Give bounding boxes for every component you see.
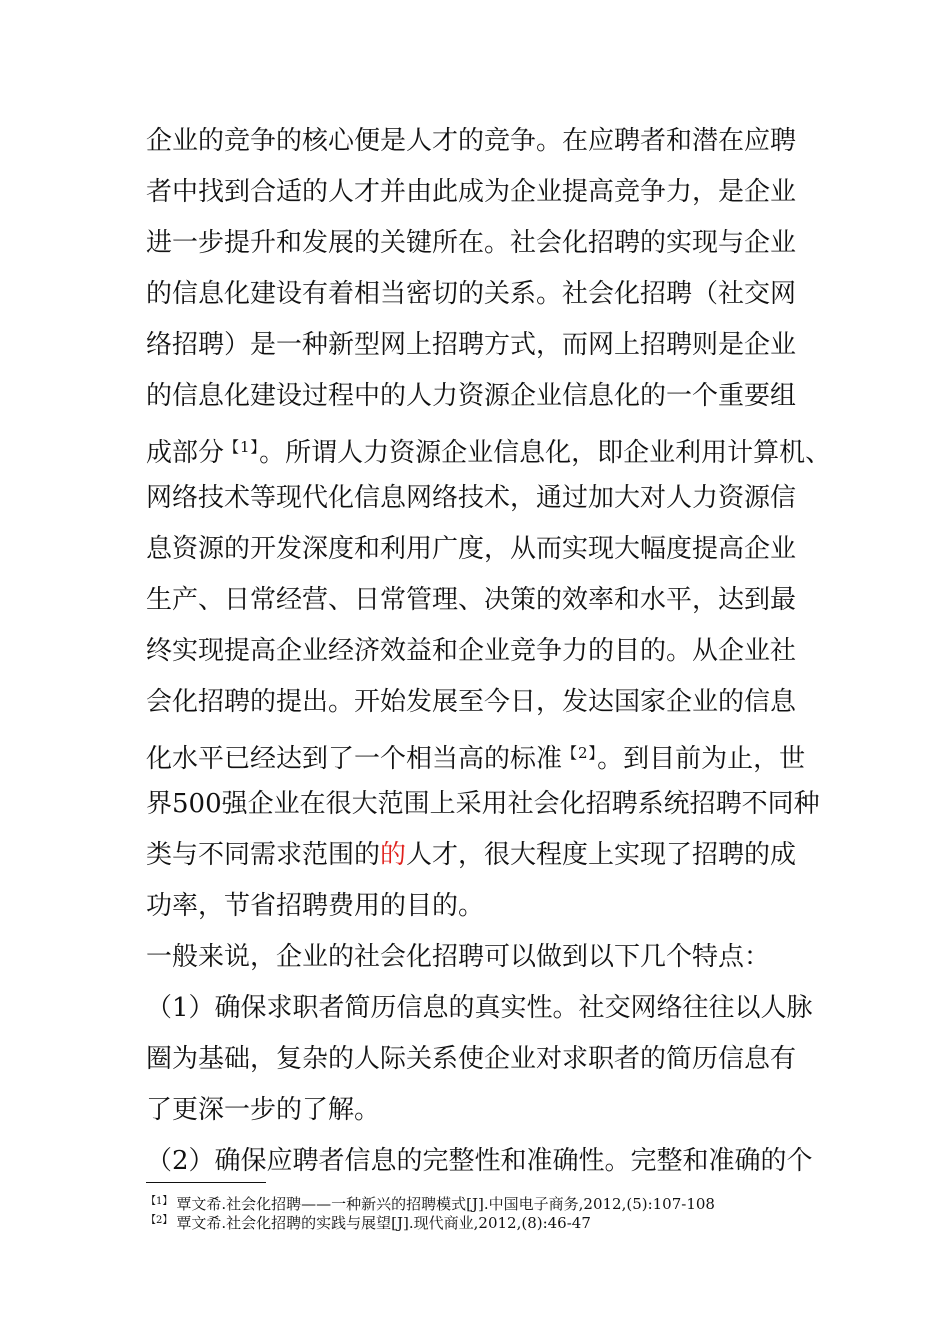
body-line: 终实现提高企业经济效益和企业竞争力的目的。从企业社 [146,636,797,666]
body-line: 一般来说，企业的社会化招聘可以做到以下几个特点： [146,942,771,972]
body-line: 息资源的开发深度和利用广度，从而实现大幅度提高企业 [146,534,797,564]
body-line: 会化招聘的提出。开始发展至今日，发达国家企业的信息 [146,687,797,717]
body-line: 功率，节省招聘费用的目的。 [146,891,485,921]
line-text: 类与不同需求范围的 [146,840,381,870]
body-line: （1）确保求职者简历信息的真实性。社交网络往往以人脉 [146,993,813,1023]
footnote-ref-1[interactable]: 【1】 [224,438,260,456]
body-line: 网络技术等现代化信息网络技术，通过加大对人力资源信 [146,483,797,513]
footnote-2 [146,1212,591,1232]
line-text: 。到目前为止，世 [597,744,806,774]
footnote-separator [146,1182,266,1183]
footnote-1 [146,1193,715,1213]
highlighted-char: 的 [380,840,407,870]
footnote-mark: 【1】 [146,1196,173,1207]
footnote-ref-2[interactable]: 【2】 [562,744,598,762]
line-text: 人才，很大程度上实现了招聘的成 [406,840,797,870]
body-line [146,838,796,872]
line-text: 化水平已经达到了一个相当高的标准 [146,744,563,774]
body-line: 了更深一步的了解。 [146,1095,381,1125]
footnote-mark: 【2】 [146,1215,173,1226]
footnote-text: 覃文希.社会化招聘——一种新兴的招聘模式[J].中国电子商务,2012,(5):107-108 [176,1195,715,1213]
footnote-text: 覃文希.社会化招聘的实践与展望[J].现代商业,2012,(8):46-47 [176,1214,591,1232]
body-line: （2）确保应聘者信息的完整性和准确性。完整和准确的个 [146,1146,813,1176]
line-text: 。所谓人力资源企业信息化，即企业利用计算机、 [259,438,832,468]
body-line: 的信息化建设过程中的人力资源企业信息化的一个重要组 [146,381,797,411]
body-line: 进一步提升和发展的关键所在。社会化招聘的实现与企业 [146,228,797,258]
body-line [146,430,831,470]
body-line: 界500强企业在很大范围上采用社会化招聘系统招聘不同种 [146,789,820,819]
body-line: 企业的竞争的核心便是人才的竞争。在应聘者和潜在应聘 [146,126,797,156]
body-line: 络招聘）是一种新型网上招聘方式，而网上招聘则是企业 [146,330,797,360]
body-line: 的信息化建设有着相当密切的关系。社会化招聘（社交网 [146,279,797,309]
body-line: 生产、日常经营、日常管理、决策的效率和水平，达到最 [146,585,797,615]
body-line: 者中找到合适的人才并由此成为企业提高竞争力，是企业 [146,177,797,207]
body-line: 圈为基础，复杂的人际关系使企业对求职者的简历信息有 [146,1044,797,1074]
line-text: 成部分 [146,438,225,468]
body-line [146,736,805,776]
